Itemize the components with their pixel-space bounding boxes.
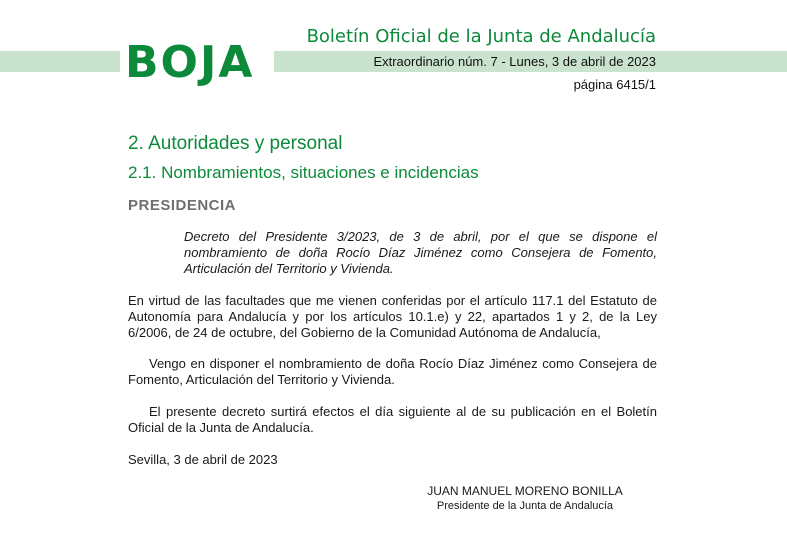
signer-role: Presidente de la Junta de Andalucía <box>436 500 614 512</box>
subsection-heading: 2.1. Nombramientos, situaciones e incidencias <box>128 163 479 182</box>
bulletin-edition: Extraordinario núm. 7 - Lunes, 3 de abril de 2023 <box>373 54 656 69</box>
organization-heading: PRESIDENCIA <box>128 197 237 214</box>
boja-logo: BOJA <box>125 37 255 88</box>
page-number: página 6415/1 <box>573 77 656 92</box>
decree-summary: Decreto del Presidente 3/2023, de 3 de abril, por el que se dispone el nombramiento de doña Rocío Díaz Jiménez como Consejera de Fomento, Articulación del Territorio y Vivienda. <box>184 229 657 276</box>
signer-name: JUAN MANUEL MORENO BONILLA <box>427 484 623 498</box>
place-and-date: Sevilla, 3 de abril de 2023 <box>128 452 278 467</box>
body-paragraph-1: En virtud de las facultades que me vienen conferidas por el artículo 117.1 del Estatuto de Autonomía para Andalucía y por los artículos 10.1.e) y 22, apartados 1 y 2, de la Ley 6/2006, de 24 de octubre, del Gobierno de la Comunidad Autónoma de Andalucía, <box>128 293 657 340</box>
body-paragraph-3: El presente decreto surtirá efectos el día siguiente al de su publicación en el Boletín Oficial de la Junta de Andalucía. <box>128 404 657 435</box>
section-heading: 2. Autoridades y personal <box>128 133 343 154</box>
header-band-left <box>0 51 120 72</box>
body-paragraph-2: Vengo en disponer el nombramiento de doña Rocío Díaz Jiménez como Consejera de Fomento, Articulación del Territorio y Vivienda. <box>128 356 657 387</box>
bulletin-title: Boletín Oficial de la Junta de Andalucía <box>306 26 656 47</box>
